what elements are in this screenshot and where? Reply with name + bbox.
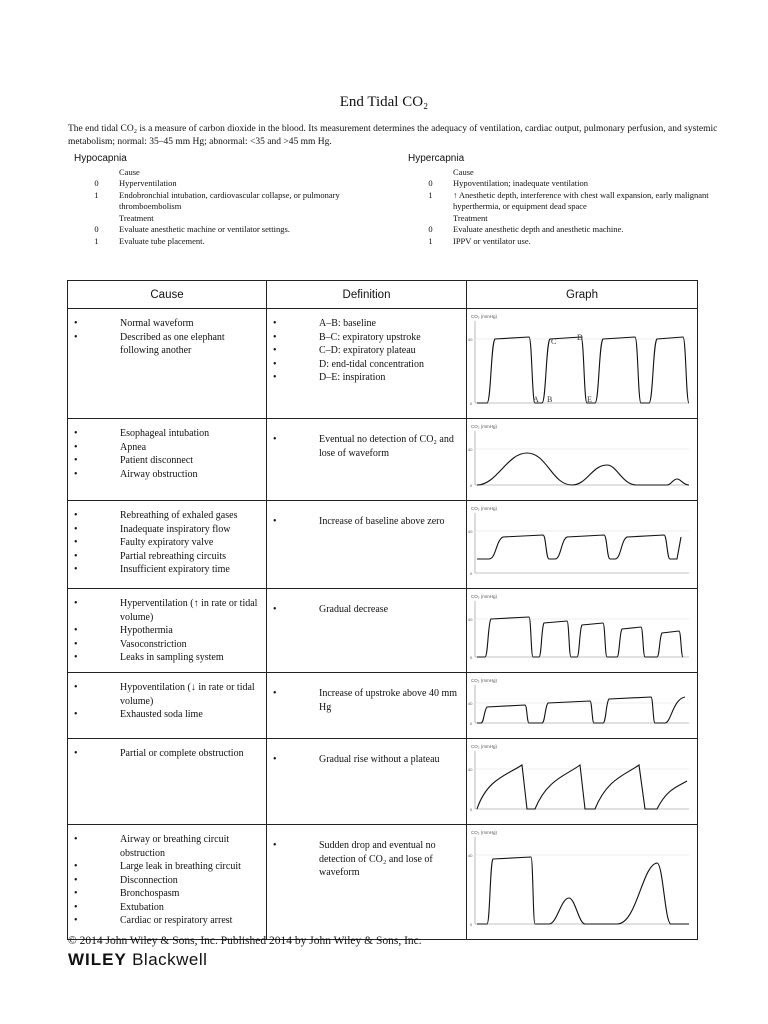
tick-label: 0	[470, 571, 473, 576]
axis-label: CO₂ (mmHg)	[471, 506, 497, 511]
list-item	[408, 224, 728, 236]
cause-item: • Hypothermia	[74, 624, 262, 638]
waveform-line	[477, 453, 689, 485]
definition-cell	[267, 589, 467, 673]
tick-label: 0	[470, 655, 473, 660]
cause-item: • Disconnection	[74, 874, 262, 888]
item-text: Evaluate anesthetic depth and anesthetic machine.	[453, 224, 624, 234]
cause-cell	[68, 419, 267, 501]
tick-label: 0	[470, 922, 473, 927]
cause-item: • Airway obstruction	[74, 468, 262, 482]
graph-cell	[467, 739, 698, 825]
definition-item: • Increase of upstroke above 40 mm Hg	[273, 687, 462, 714]
cause-cell	[68, 673, 267, 739]
definition-cell	[267, 825, 467, 940]
definition-item: • D: end-tidal concentration	[273, 358, 462, 372]
definition-item: • Gradual rise without a plateau	[273, 753, 462, 767]
waveform-graph-sudden-drop	[467, 825, 691, 934]
waveform-line	[477, 337, 689, 403]
graph-cell	[467, 825, 698, 940]
item-text: IPPV or ventilator use.	[453, 235, 531, 246]
hypocapnia-heading: Hypocapnia	[74, 153, 127, 164]
tick-label: 0	[470, 483, 473, 488]
hypocapnia-cause-label: Cause	[119, 166, 140, 177]
definition-cell	[267, 309, 467, 419]
cause-cell	[68, 309, 267, 419]
waveform-point-label: C	[551, 337, 557, 346]
table-row	[68, 825, 698, 940]
cause-item: • Extubation	[74, 901, 262, 915]
definition-item: • Gradual decrease	[273, 603, 462, 617]
capnography-table	[67, 280, 698, 940]
cause-item: • Esophageal intubation	[74, 427, 262, 441]
list-item	[74, 224, 394, 236]
hypocapnia-section	[74, 153, 394, 247]
list-item	[408, 236, 728, 248]
cause-item: • Airway or breathing circuit obstruction	[74, 833, 262, 860]
logo-blackwell: Blackwell	[132, 950, 208, 969]
tick-label: 0	[470, 401, 473, 406]
definition-item: • Increase of baseline above zero	[273, 515, 462, 529]
cause-item: • Insufficient expiratory time	[74, 563, 262, 577]
cause-item: • Rebreathing of exhaled gases	[74, 509, 262, 523]
cause-item: • Vasoconstriction	[74, 638, 262, 652]
item-text: ↑ Anesthetic depth, interference with chest wall expansion, early malignant hyperthermia, or equipment dead space	[453, 189, 709, 211]
item-number: 1	[94, 189, 99, 200]
tick-label: 40	[468, 701, 473, 706]
copyright: © 2014 John Wiley & Sons, Inc. Published 2014 by John Wiley & Sons, Inc.	[68, 935, 422, 947]
hypercapnia-treatment-label: Treatment	[453, 212, 488, 223]
definition-cell	[267, 419, 467, 501]
axis-label: CO₂ (mmHg)	[471, 830, 497, 835]
axis-label: CO₂ (mmHg)	[471, 678, 497, 683]
axis-label: CO₂ (mmHg)	[471, 424, 497, 429]
tick-label: 0	[470, 807, 473, 812]
cause-item: • Partial or complete obstruction	[74, 747, 262, 761]
waveform-graph-decay	[467, 419, 691, 495]
waveform-graph-normal	[467, 309, 691, 413]
cause-item: • Bronchospasm	[74, 887, 262, 901]
tick-label: 40	[468, 767, 473, 772]
definition-item: • B–C: expiratory upstroke	[273, 331, 462, 345]
tick-label: 0	[470, 721, 473, 726]
cause-item: • Normal waveform	[74, 317, 262, 331]
item-text: Evaluate tube placement.	[119, 235, 205, 246]
intro-paragraph: The end tidal CO₂ is a measure of carbon dioxide in the blood. Its measurement determines the adequacy of ventilation, cardiac output, pulmonary perfusion, and systemic metabolism; normal: 35–45 mm Hg; abnormal: <35 and >45 mm Hg.	[68, 124, 718, 147]
graph-cell	[467, 309, 698, 419]
waveform-line	[477, 617, 683, 657]
publisher-logo	[68, 950, 207, 970]
header-definition: Definition	[267, 281, 467, 309]
hypocapnia-treatment-label: Treatment	[119, 212, 154, 223]
cause-item: • Described as one elephant following another	[74, 331, 262, 358]
list-item	[74, 190, 394, 213]
hypercapnia-section	[408, 153, 728, 247]
cause-item: • Faulty expiratory valve	[74, 536, 262, 550]
waveform-line	[477, 857, 689, 924]
definition-item: • Eventual no detection of CO₂ and lose of waveform	[273, 433, 462, 460]
table-row	[68, 501, 698, 589]
table-row	[68, 739, 698, 825]
table-row	[68, 419, 698, 501]
page-title: End Tidal CO₂	[339, 94, 429, 110]
cause-item: • Exhausted soda lime	[74, 708, 262, 722]
header-cause: Cause	[68, 281, 267, 309]
cause-cell	[68, 501, 267, 589]
item-text: Evaluate anesthetic machine or ventilator settings.	[119, 224, 290, 234]
tick-label: 40	[468, 617, 473, 622]
axis-label: CO₂ (mmHg)	[471, 594, 497, 599]
cause-item: • Hyperventilation (↑ in rate or tidal volume)	[74, 597, 262, 624]
cause-item: • Apnea	[74, 441, 262, 455]
item-number: 0	[428, 224, 433, 234]
definition-item: • D–E: inspiration	[273, 371, 462, 385]
list-item	[74, 178, 394, 190]
list-item	[408, 190, 728, 213]
table-header-row	[68, 281, 698, 309]
item-text: Hypoventilation; inadequate ventilation	[453, 178, 589, 188]
waveform-point-label: B	[547, 395, 553, 404]
table-row	[68, 673, 698, 739]
cause-item: • Large leak in breathing circuit	[74, 860, 262, 874]
cause-item: • Inadequate inspiratory flow	[74, 523, 262, 537]
cause-item: • Cardiac or respiratory arrest	[74, 914, 262, 928]
tick-label: 40	[468, 529, 473, 534]
tick-label: 40	[468, 447, 473, 452]
item-text: Endobronchial intubation, cardiovascular collapse, or pulmonary thromboembolism	[119, 189, 340, 211]
tick-label: 40	[468, 853, 473, 858]
header-graph: Graph	[467, 281, 698, 309]
waveform-line	[477, 697, 685, 723]
waveform-graph-gradual-decrease	[467, 589, 691, 667]
hypercapnia-heading: Hypercapnia	[408, 153, 465, 164]
cause-item: • Partial rebreathing circuits	[74, 550, 262, 564]
item-number: 0	[428, 178, 433, 188]
cause-item: • Leaks in sampling system	[74, 651, 262, 665]
waveform-point-label: D	[577, 333, 583, 342]
waveform-graph-gradual-increase	[467, 673, 691, 733]
item-number: 0	[94, 178, 99, 188]
item-number: 0	[94, 224, 99, 234]
logo-wiley: WILEY	[68, 950, 127, 969]
cause-cell	[68, 739, 267, 825]
axis-label: CO₂ (mmHg)	[471, 314, 497, 319]
waveform-point-label: E	[587, 395, 592, 404]
waveform-graph-elevated-baseline	[467, 501, 691, 583]
graph-cell	[467, 501, 698, 589]
waveform-line	[477, 535, 681, 559]
graph-cell	[467, 589, 698, 673]
cause-cell	[68, 825, 267, 940]
graph-cell	[467, 673, 698, 739]
item-number: 1	[94, 235, 99, 246]
definition-item: • A–B: baseline	[273, 317, 462, 331]
waveform-line	[477, 765, 687, 809]
item-text: Hyperventilation	[119, 178, 177, 188]
waveform-graph-shark-fin	[467, 739, 691, 819]
hypercapnia-cause-label: Cause	[453, 166, 474, 177]
definition-item: • C–D: expiratory plateau	[273, 344, 462, 358]
cause-item: • Hypoventilation (↓ in rate or tidal volume)	[74, 681, 262, 708]
table-row	[68, 309, 698, 419]
list-item	[74, 236, 394, 248]
axis-label: CO₂ (mmHg)	[471, 744, 497, 749]
definition-cell	[267, 739, 467, 825]
item-number: 1	[428, 235, 433, 246]
definition-cell	[267, 501, 467, 589]
table-row	[68, 589, 698, 673]
cause-item: • Patient disconnect	[74, 454, 262, 468]
tick-label: 40	[468, 337, 473, 342]
graph-cell	[467, 419, 698, 501]
definition-item: • Sudden drop and eventual no detection of CO₂ and lose of waveform	[273, 839, 462, 880]
list-item	[408, 178, 728, 190]
waveform-point-label: A	[533, 395, 539, 404]
cause-cell	[68, 589, 267, 673]
definition-cell	[267, 673, 467, 739]
item-number: 1	[428, 189, 433, 200]
